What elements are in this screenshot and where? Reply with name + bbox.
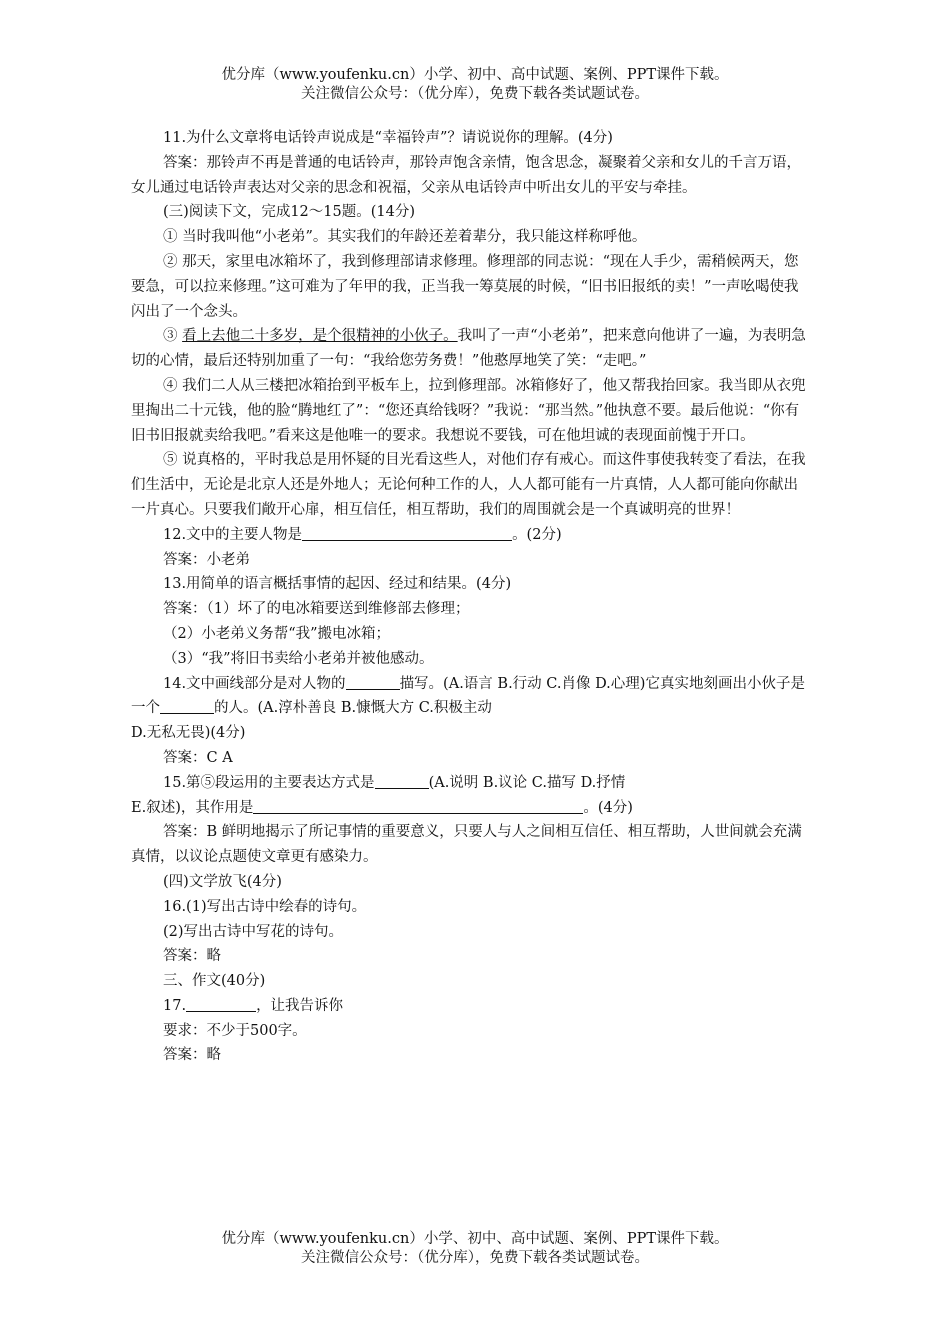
answer-blank <box>160 697 214 714</box>
answer-17: 答案：略 <box>163 1047 221 1064</box>
section-4-title: (四)文学放飞(4分) <box>163 873 282 890</box>
question-15-options: (A.说明 B.议论 C.描写 D.抒情 <box>428 774 626 791</box>
question-12 <box>131 523 807 548</box>
passage-paragraph-2: ② 那天，家里电冰箱坏了，我到修理部请求修理。修理部的同志说：“现在人手少，需稍候两天，您要急，可以拉来修理。”这可难为了年甲的我，正当我一筹莫展的时候，“旧书旧报纸的卖！”一声吆喝使我闪出了一个念头。 <box>131 253 799 320</box>
answer-16: 答案：略 <box>163 948 221 965</box>
question-11: 11.为什么文章将电话铃声说成是“幸福铃声”？请说说你的理解。(4分) <box>163 130 613 146</box>
page-header <box>0 66 950 104</box>
passage-paragraph-4: ④ 我们二人从三楼把冰箱抬到平板车上，拉到修理部。冰箱修好了，他又帮我抬回家。我当即从衣兜里掏出二十元钱，他的脸“腾地红了”：“您还真给钱呀？”我说：“那当然。”他执意不要。最后他说：“你有旧书旧报就卖给我吧。”看来这是他唯一的要求。我想说不要钱，可在他坦诚的表现面前愧于开口。 <box>131 377 806 444</box>
answer-15: 答案：B 鲜明地揭示了所记事情的重要意义，只要人与人之间相互信任、相互帮助，人世间就会充满真情，以议论点题使文章更有感染力。 <box>131 824 802 866</box>
question-14-text: 14.文中画线部分是对人物的 <box>163 675 346 692</box>
question-15 <box>131 771 807 796</box>
passage-paragraph-1: ① 当时我叫他“小老弟”。其实我们的年龄还差着辈分，我只能这样称呼他。 <box>163 229 647 246</box>
document-body <box>131 126 807 1068</box>
question-17-text: ，让我告诉你 <box>256 997 344 1014</box>
question-14-text-3: 的人。(A.淳朴善良 B.慷慨大方 C.积极主动 <box>214 700 492 717</box>
answer-14: 答案：C A <box>163 749 233 766</box>
answer-11: 答案：那铃声不再是普通的电话铃声，那铃声饱含亲情，饱含思念，凝聚着父亲和女儿的千言万语，女儿通过电话铃声表达对父亲的思念和祝福，父亲从电话铃声中听出女儿的平安与牵挂。 <box>131 154 801 196</box>
answer-13-line-3: （3）“我”将旧书卖给小老弟并被他感动。 <box>163 650 434 667</box>
question-12-points: 。(2分) <box>512 526 562 543</box>
question-14-text-2: 描写。(A.语言 B.行动 C.肖像 D.心理)它真实地刻画出小伙子是一个 <box>131 675 805 717</box>
question-17-number: 17. <box>163 997 187 1014</box>
question-17-requirement: 要求：不少于500字。 <box>163 1022 307 1039</box>
question-15-line-2 <box>131 796 807 821</box>
question-15-points: 。(4分) <box>583 799 633 816</box>
question-16-part-1: 16.(1)写出古诗中绘春的诗句。 <box>163 898 367 915</box>
page-footer <box>0 1230 950 1268</box>
answer-12: 答案：小老弟 <box>163 551 250 568</box>
paragraph-3-number: ③ <box>163 328 183 345</box>
footer-line-1: 优分库（www.youfenku.cn）小学、初中、高中试题、案例、PPT课件下载。 <box>221 1231 729 1247</box>
question-16-part-2: (2)写出古诗中写花的诗句。 <box>163 923 344 940</box>
part-3-title: 三、作文(40分) <box>163 973 266 990</box>
header-line-2: 关注微信公众号：（优分库），免费下载各类试题试卷。 <box>301 86 649 102</box>
underlined-description: 看上去他二十多岁，是个很精神的小伙子。 <box>182 328 458 345</box>
paragraph-3-text: 我叫了一声“小老弟”，把来意向他讲了一遍，为表明急切的心情，最后还特别加重了一句：“我给您劳务费！”他憨厚地笑了笑：“走吧。” <box>131 328 806 370</box>
question-12-text: 12.文中的主要人物是 <box>163 526 303 543</box>
answer-blank <box>253 797 583 814</box>
answer-13-line-2: （2）小老弟义务帮“我”搬电冰箱； <box>163 625 391 642</box>
header-line-1: 优分库（www.youfenku.cn）小学、初中、高中试题、案例、PPT课件下载。 <box>221 67 729 83</box>
passage-paragraph-5: ⑤ 说真格的，平时我总是用怀疑的目光看这些人，对他们存有戒心。而这件事使我转变了看法，在我们生活中，无论是北京人还是外地人；无论何种工作的人，人人都可能有一片真情，人人都可能向你献出一片真心。只要我们敞开心扉，相互信任，相互帮助，我们的周围就会是一个真诚明亮的世界！ <box>131 452 806 518</box>
answer-blank <box>302 524 512 541</box>
section-3-title: (三)阅读下文，完成12～15题。(14分) <box>163 204 415 221</box>
question-13: 13.用简单的语言概括事情的起因、经过和结果。(4分) <box>163 576 512 593</box>
question-14 <box>131 672 807 722</box>
answer-blank <box>346 673 400 690</box>
answer-blank <box>375 772 429 789</box>
question-15-text-2: E.叙述)，其作用是 <box>131 799 254 816</box>
question-14-options-end: D.无私无畏)(4分) <box>131 725 246 742</box>
question-17 <box>131 994 807 1019</box>
answer-blank <box>186 995 256 1012</box>
footer-line-2: 关注微信公众号：（优分库），免费下载各类试题试卷。 <box>301 1250 649 1266</box>
passage-paragraph-3 <box>131 324 807 374</box>
answer-13-line-1: 答案：（1）坏了的电冰箱要送到维修部去修理； <box>163 601 470 618</box>
question-15-text: 15.第⑤段运用的主要表达方式是 <box>163 774 375 791</box>
